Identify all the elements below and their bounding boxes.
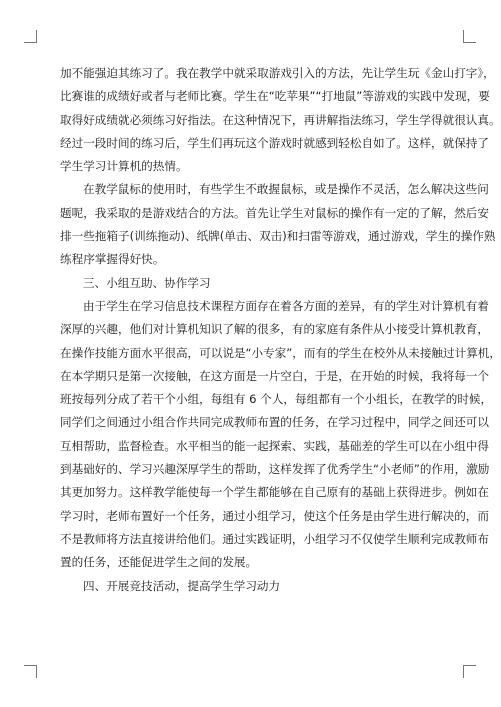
paragraph-1-line-2: 比赛谁的成绩好或者与老师比赛。学生在“吃苹果”“打地鼠”等游戏的实践中发现，要 [60,89,490,104]
paragraph-2-line-1: 在教学鼠标的使用时，有些学生不敢握鼠标，或是操作不灵活，怎么解决这些问 [83,182,489,197]
paragraph-1-line-5: 学生学习计算机的热情。 [60,159,188,174]
paragraph-4-line-10: 学习时，老师布置好一个任务，通过小组学习，使这个任务是由学生进行解决的，而 [60,508,489,523]
paragraph-4-line-4: 在本学期只是第一次接触，在这方面是一片空白，于是，在开始的时候，我将每一个 [60,368,489,383]
paragraph-4-line-9: 其更加努力。这样教学能使每一个学生都能够在自己原有的基础上获得进步。例如在 [60,485,489,500]
paragraph-4-line-12: 置的任务，还能促进学生之间的发展。 [60,555,258,570]
paragraph-4-line-3: 在操作技能方面水平很高，可以说是“小专家”，而有的学生在校外从未接触过计算机， [60,345,501,360]
paragraph-1-line-4: 经过一段时间的练习后，学生们再玩这个游戏时就感到轻松自如了。这样，就保持了 [60,135,489,150]
section-heading-4: 四、开展竞技活动，提高学生学习动力 [83,578,281,593]
paragraph-4-line-6: 同学们之间通过小组合作共同完成教师布置的任务，在学习过程中，同学之间还可以 [60,415,489,430]
document-body [60,62,501,598]
crop-mark-top-left [24,30,37,43]
paragraph-4-line-7: 互相帮助，监督检查。水平相当的能一起探索、实践，基础差的学生可以在小组中得 [60,438,489,453]
paragraph-1-line-1: 加不能强迫其练习了。我在教学中就采取游戏引入的方法，先让学生玩《金山打字》， [60,66,495,80]
paragraph-4-line-2: 深厚的兴趣，他们对计算机知识了解的很多，有的家庭有条件从小接受计算机教育， [60,322,489,337]
paragraph-4-line-1: 由于学生在学习信息技术课程方面存在着各方面的差异，有的学生对计算机有着 [83,298,489,313]
paragraph-1-line-3: 取得好成绩就必须练习好指法。在这种情况下，再讲解指法练习，学生学得就很认真。 [60,112,501,127]
paragraph-4-line-5: 班按每列分成了若干个小组，每组有 6 个人，每组都有一个小组长，在教学的时候， [60,392,493,407]
section-heading-3: 三、小组互助、协作学习 [83,275,211,290]
crop-mark-bottom-left [24,665,37,678]
paragraph-4-line-11: 不是教师将方法直接讲给他们。通过实践证明，小组学习不仅使学生顺利完成教师布 [60,531,489,546]
crop-mark-bottom-right [463,665,476,678]
paragraph-2-line-4: 练程序掌握得好快。 [60,252,165,267]
paragraph-4-line-8: 到基础好的、学习兴趣深厚学生的帮助，这样发挥了优秀学生“小老师”的作用，激励 [60,462,490,477]
paragraph-2-line-2: 题呢，我采取的是游戏结合的方法。首先让学生对鼠标的操作有一定的了解，然后安 [60,205,489,220]
crop-mark-top-right [463,30,476,43]
paragraph-2-line-3: 排一些拖箱子(训练拖动)、纸牌(单击、双击)和扫雷等游戏，通过游戏，学生的操作熟 [60,229,496,244]
